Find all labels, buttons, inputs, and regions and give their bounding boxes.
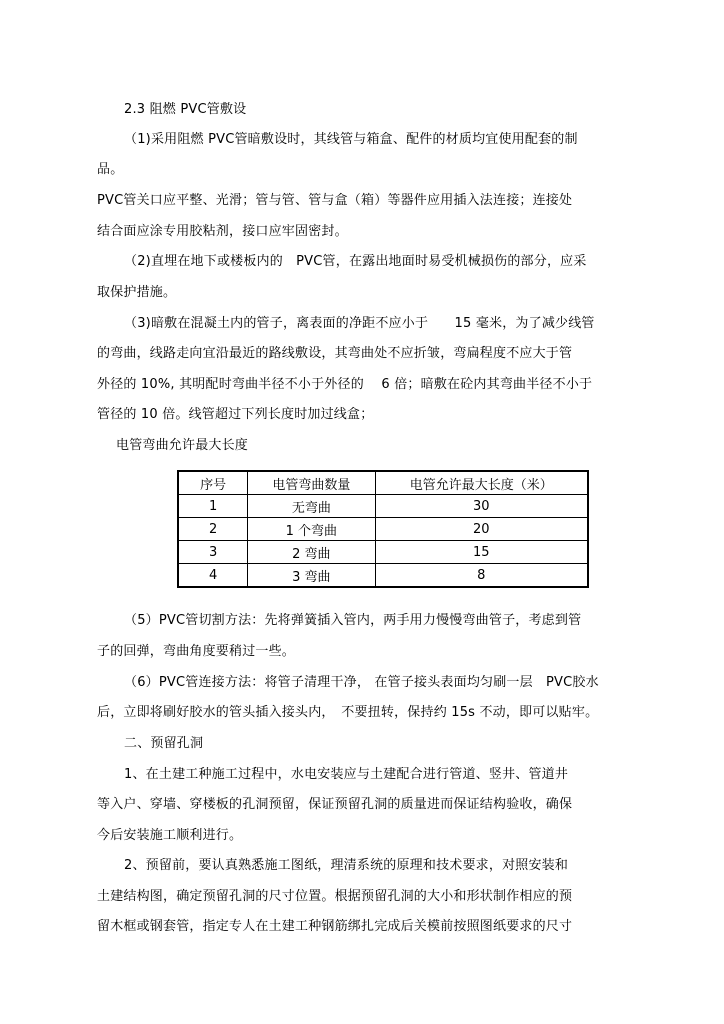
header-cell: 电管弯曲数量 [248, 471, 375, 495]
section-heading: 二、预留孔洞 [124, 736, 204, 751]
paragraph-line: 等入户、穿墙、穿楼板的孔洞预留，保证预留孔洞的质量进而保证结构验收，确保 [97, 797, 573, 812]
header-cell: 序号 [178, 471, 248, 495]
table-cell: 1 个弯曲 [248, 518, 375, 541]
table-caption: 电管弯曲允许最大长度 [116, 438, 249, 453]
paragraph-line: 土建结构图，确定预留孔洞的尺寸位置。根据预留孔洞的大小和形状制作相应的预 [97, 889, 573, 904]
paragraph-line: 管径的 10 倍。线管超过下列长度时加过线盒； [97, 407, 374, 422]
table-cell: 无弯曲 [248, 495, 375, 518]
table-cell: 3 [178, 541, 248, 564]
paragraph-line: （6）PVC管连接方法：将管子清理干净， 在管子接头表面均匀刷一层 PVC胶水 [124, 675, 599, 690]
table-cell: 4 [178, 564, 248, 588]
paragraph-line: 外径的 10%, 其明配时弯曲半径不小于外径的 6 倍；暗敷在砼内其弯曲半径不小于 [97, 377, 593, 392]
table-row [178, 541, 588, 564]
header-cell: 电管允许最大长度（米） [375, 471, 588, 495]
table-header-row [178, 471, 588, 495]
table-cell: 8 [375, 564, 588, 588]
paragraph-line: 1、在土建工种施工过程中，水电安装应与土建配合进行管道、竖井、管道井 [124, 767, 569, 782]
paragraph-line: （2)直埋在地下或楼板内的 PVC管，在露出地面时易受机械损伤的部分，应采 [124, 254, 587, 269]
paragraph-line: 子的回弹，弯曲角度要稍过一些。 [97, 644, 296, 659]
paragraph-line: （3)暗敷在混凝土内的管子，离表面的净距不应小于 15 毫米，为了减少线管 [124, 316, 595, 331]
paragraph-line: 今后安装施工顺利进行。 [97, 828, 243, 843]
paragraph-line: （5）PVC管切割方法：先将弹簧插入管内，两手用力慢慢弯曲管子，考虑到管 [124, 613, 582, 628]
paragraph-line: 后，立即将刷好胶水的管头插入接头内， 不要扭转，保持约 15s 不动，即可以贴牢。 [97, 705, 599, 720]
paragraph-line: 取保护措施。 [97, 285, 177, 300]
bend-length-table [177, 470, 589, 588]
table-cell: 20 [375, 518, 588, 541]
table-row [178, 564, 588, 588]
table-cell: 15 [375, 541, 588, 564]
table-cell: 30 [375, 495, 588, 518]
table-cell: 2 [178, 518, 248, 541]
paragraph-line: 结合面应涂专用胶粘剂，接口应牢固密封。 [97, 224, 348, 239]
table-cell: 3 弯曲 [248, 564, 375, 588]
paragraph-line: PVC管关口应平整、光滑；管与管、管与盒（箱）等器件应用插入法连接；连接处 [97, 193, 573, 208]
table-row [178, 495, 588, 518]
paragraph-line: （1)采用阻燃 PVC管暗敷设时，其线管与箱盒、配件的材质均宜使用配套的制 [124, 132, 578, 147]
paragraph-line: 品。 [97, 162, 124, 177]
table-row [178, 518, 588, 541]
paragraph-line: 的弯曲，线路走向宜沿最近的路线敷设，其弯曲处不应折皱，弯扁程度不应大于管 [97, 346, 573, 361]
paragraph-line: 2、预留前，要认真熟悉施工图纸，理清系统的原理和技术要求，对照安装和 [124, 858, 569, 873]
table-cell: 1 [178, 495, 248, 518]
paragraph-line: 留木框或钢套管，指定专人在土建工种钢筋绑扎完成后关模前按照图纸要求的尺寸 [97, 919, 573, 934]
section-heading: 2.3 阻燃 PVC管敷设 [124, 102, 247, 117]
table-cell: 2 弯曲 [248, 541, 375, 564]
